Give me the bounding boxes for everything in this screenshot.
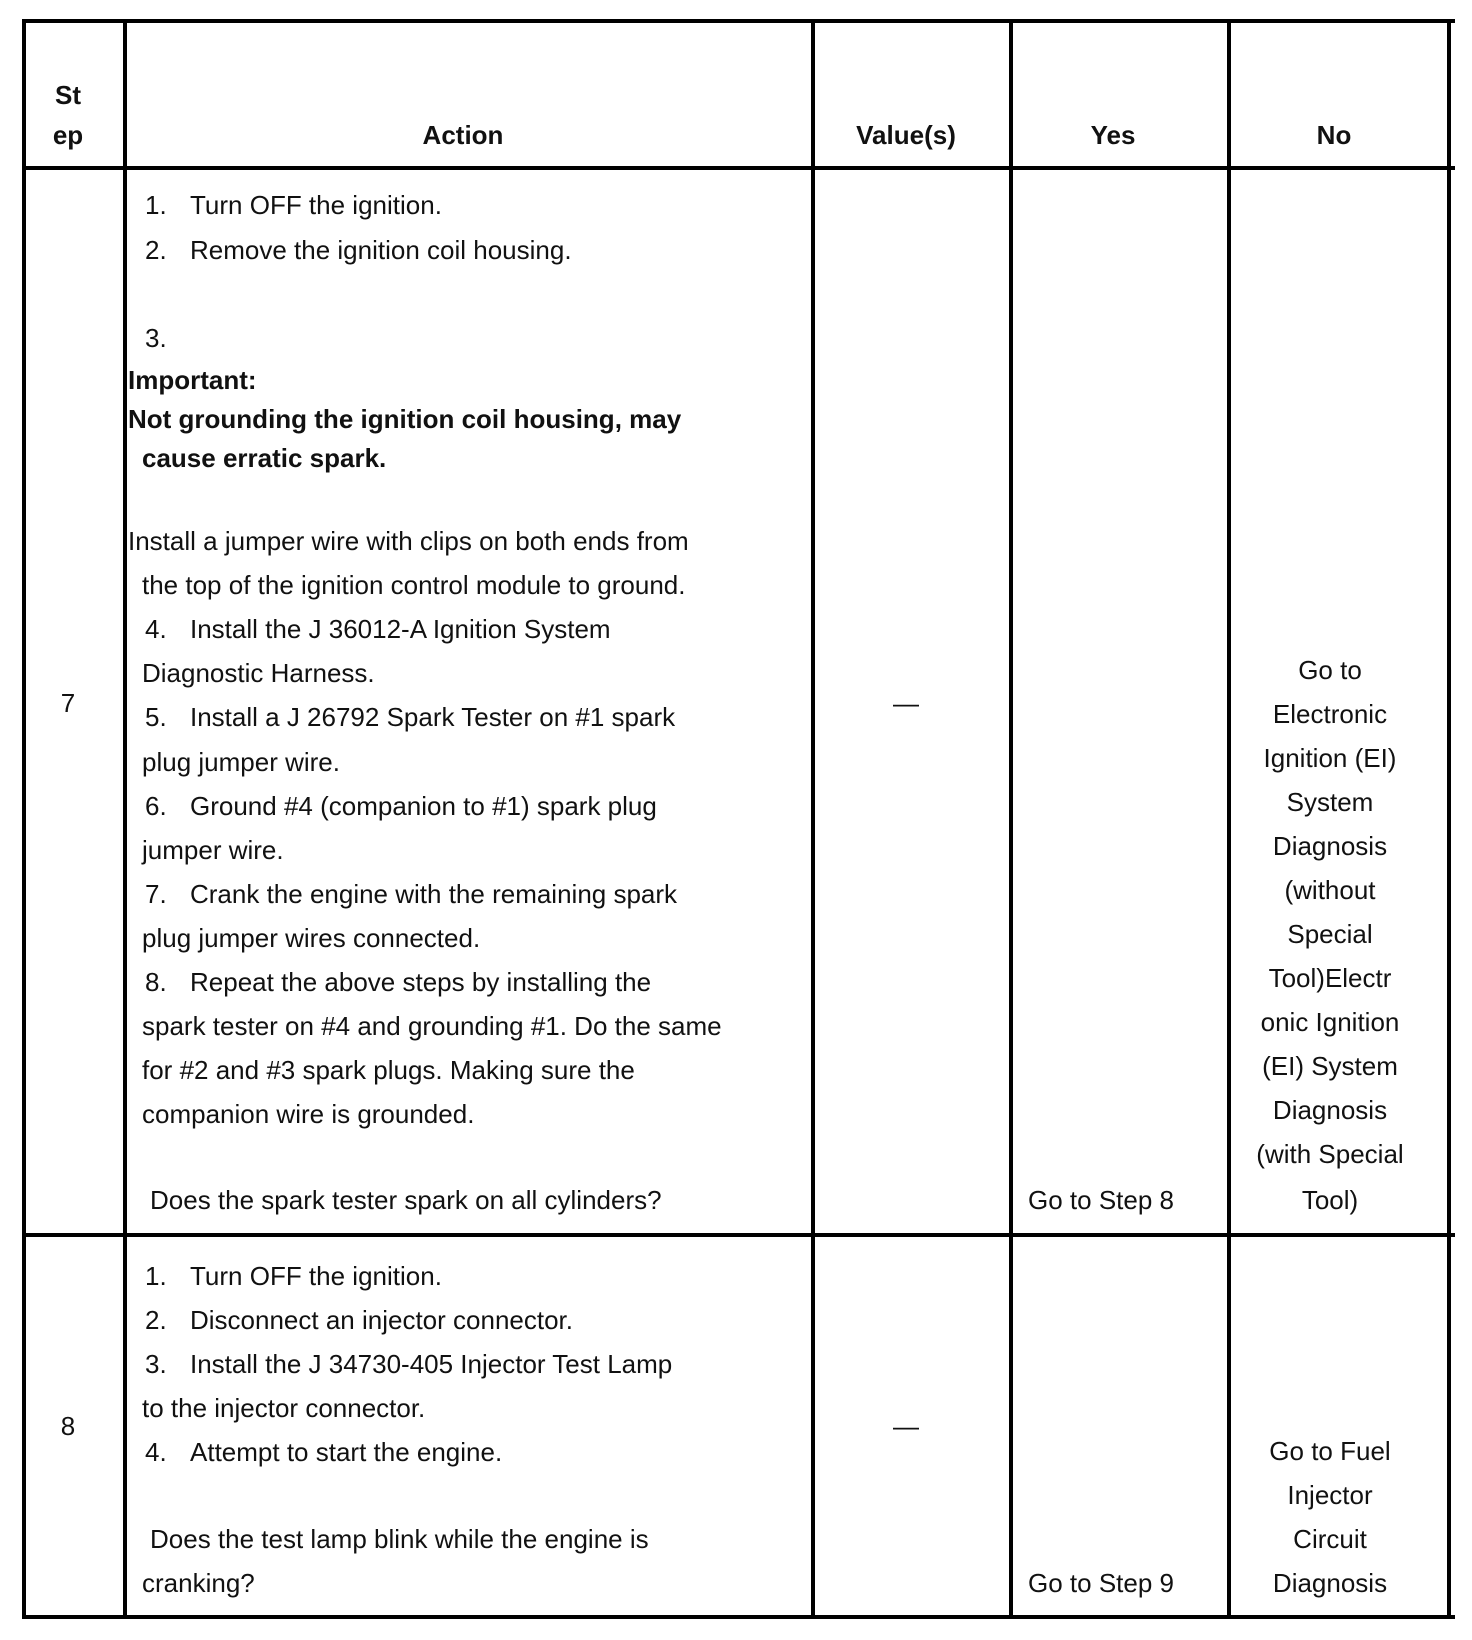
no-cell-line: Go to Fuel bbox=[1269, 1436, 1391, 1466]
no-cell-line: Diagnosis bbox=[1272, 831, 1388, 861]
header-action: Action bbox=[422, 120, 504, 150]
important-label: Important: bbox=[128, 365, 257, 395]
no-cell-line: Tool)Electr bbox=[1268, 963, 1392, 993]
list-item-number: 1. bbox=[145, 1261, 167, 1291]
list-item-text: jumper wire. bbox=[142, 835, 284, 865]
no-cell-line: Electronic bbox=[1272, 699, 1388, 729]
list-item-text: companion wire is grounded. bbox=[142, 1099, 475, 1129]
value-cell: — bbox=[893, 1411, 919, 1441]
col-border-step bbox=[123, 19, 127, 1619]
list-item-number: 2. bbox=[145, 1305, 167, 1335]
no-cell-line: Ignition (EI) bbox=[1263, 743, 1397, 773]
list-item-number: 3. bbox=[145, 1349, 167, 1379]
list-item-number: 7. bbox=[145, 879, 167, 909]
list-item-number: 1. bbox=[145, 190, 167, 220]
no-cell-line: Tool) bbox=[1301, 1185, 1359, 1215]
header-step-line1: St bbox=[55, 80, 81, 110]
step-number: 8 bbox=[60, 1411, 76, 1441]
header-no: No bbox=[1316, 120, 1352, 150]
step-number: 7 bbox=[60, 688, 76, 718]
header-step-line2: ep bbox=[52, 120, 84, 150]
row-7-bottom-border bbox=[22, 1233, 1455, 1237]
list-item-text: plug jumper wires connected. bbox=[142, 923, 481, 953]
no-cell-line: Diagnosis bbox=[1272, 1095, 1388, 1125]
table-bottom-border bbox=[22, 1615, 1455, 1619]
list-item-text: Crank the engine with the remaining spark bbox=[190, 879, 678, 909]
step-question: Does the test lamp blink while the engine is bbox=[150, 1524, 649, 1554]
yes-cell: Go to Step 8 bbox=[1028, 1185, 1174, 1215]
list-item-number: 2. bbox=[145, 235, 167, 265]
list-item-text: Turn OFF the ignition. bbox=[190, 190, 442, 220]
col-border-left bbox=[22, 19, 26, 1619]
col-border-yes bbox=[1227, 19, 1231, 1619]
list-item-text: Install a J 26792 Spark Tester on #1 spark bbox=[190, 702, 676, 732]
no-cell-line: Diagnosis bbox=[1272, 1568, 1388, 1598]
list-item-text: Turn OFF the ignition. bbox=[190, 1261, 442, 1291]
list-item-number: 5. bbox=[145, 702, 167, 732]
no-cell-line: Circuit bbox=[1293, 1524, 1367, 1554]
col-border-right bbox=[1447, 19, 1451, 1619]
list-item-number: 4. bbox=[145, 614, 167, 644]
step-question: cranking? bbox=[142, 1568, 255, 1598]
step-question: Does the spark tester spark on all cylinders? bbox=[150, 1185, 662, 1215]
no-cell-line: Special bbox=[1287, 919, 1373, 949]
list-item-number: 6. bbox=[145, 791, 167, 821]
list-item-text: Disconnect an injector connector. bbox=[190, 1305, 573, 1335]
important-text-line1: Not grounding the ignition coil housing, may bbox=[128, 404, 682, 434]
list-item-text: plug jumper wire. bbox=[142, 747, 340, 777]
list-item-text: for #2 and #3 spark plugs. Making sure the bbox=[142, 1055, 635, 1085]
list-item-text: to the injector connector. bbox=[142, 1393, 426, 1423]
list-item-text: Repeat the above steps by installing the bbox=[190, 967, 652, 997]
install-text-line1: Install a jumper wire with clips on both ends from bbox=[128, 526, 689, 556]
list-item-number: 8. bbox=[145, 967, 167, 997]
no-cell-line: (with Special bbox=[1256, 1139, 1404, 1169]
no-cell-line: (EI) System bbox=[1262, 1051, 1398, 1081]
list-item-text: Install the J 36012-A Ignition System bbox=[190, 614, 611, 644]
list-item-text: Install the J 34730-405 Injector Test Lamp bbox=[190, 1349, 673, 1379]
list-item-number: 3. bbox=[145, 323, 167, 353]
list-item-text: Remove the ignition coil housing. bbox=[190, 235, 572, 265]
list-item-text: Ground #4 (companion to #1) spark plug bbox=[190, 791, 657, 821]
no-cell-line: (without bbox=[1284, 875, 1376, 905]
list-item-text: Diagnostic Harness. bbox=[142, 658, 375, 688]
col-border-value bbox=[1009, 19, 1013, 1619]
no-cell-line: onic Ignition bbox=[1260, 1007, 1400, 1037]
list-item-number: 4. bbox=[145, 1437, 167, 1467]
no-cell-line: System bbox=[1286, 787, 1374, 817]
value-cell: — bbox=[893, 688, 919, 718]
header-values: Value(s) bbox=[856, 120, 956, 150]
list-item-text: spark tester on #4 and grounding #1. Do the same bbox=[142, 1011, 722, 1041]
no-cell-line: Go to bbox=[1298, 655, 1362, 685]
list-item-text: Attempt to start the engine. bbox=[190, 1437, 503, 1467]
table-top-border bbox=[22, 19, 1455, 23]
col-border-action bbox=[811, 19, 815, 1619]
yes-cell: Go to Step 9 bbox=[1028, 1568, 1174, 1598]
header-bottom-border bbox=[22, 166, 1455, 170]
no-cell-line: Injector bbox=[1287, 1480, 1373, 1510]
important-text-line2: cause erratic spark. bbox=[142, 443, 387, 473]
header-yes: Yes bbox=[1090, 120, 1136, 150]
install-text-line2: the top of the ignition control module to ground. bbox=[142, 570, 686, 600]
